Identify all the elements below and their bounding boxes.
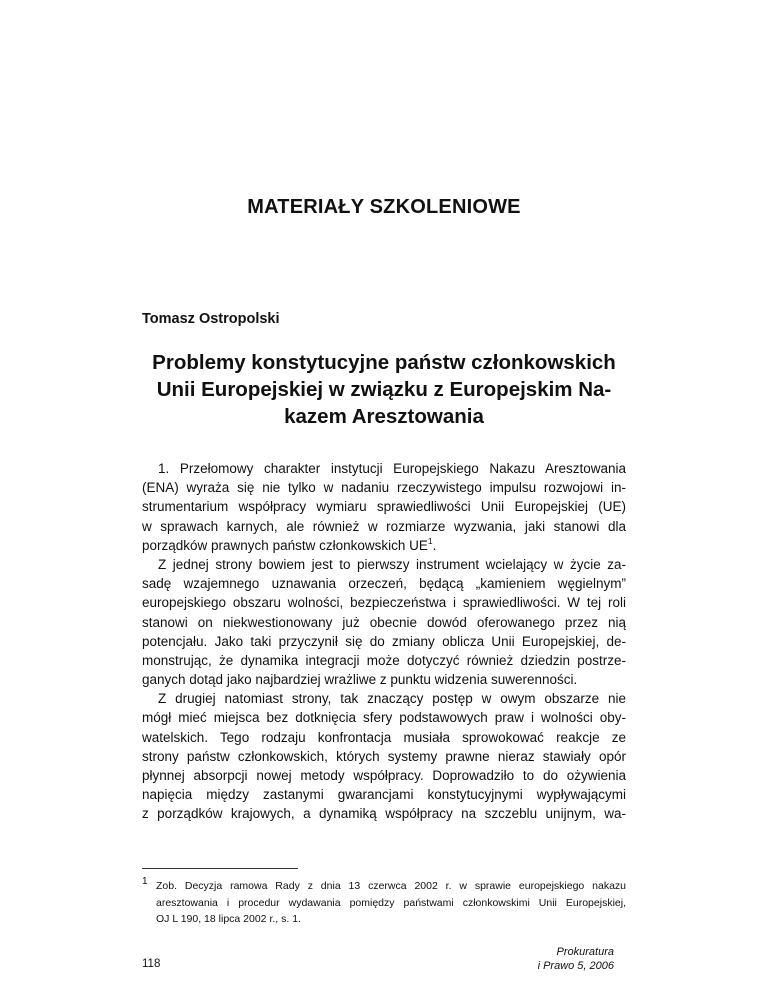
body-line: strony państw członkowskich, których systemy prawne nieraz stawiały opór — [142, 748, 626, 764]
body-line: potencjału. Jako taki przyczynił się do zmiany oblicza Unii Europejskiej, de- — [142, 633, 626, 649]
body-line: strumentarium współpracy wymiaru sprawiedliwości Unii Europejskiej (UE) — [142, 499, 626, 515]
body-line: stanowi on niekwestionowany już obecnie dowód oferowanego przez nią — [142, 614, 626, 630]
page-number: 118 — [142, 958, 161, 970]
footnote-text — [156, 878, 626, 928]
article-title-line: kazem Aresztowania — [284, 405, 484, 428]
body-line: watelskich. Tego rodzaju konfrontacja musiała sprowokować reakcje ze — [142, 729, 626, 745]
article-body — [142, 459, 626, 824]
body-line: w sprawach karnych, ale również w rozmiarze wyzwania, jaki stanowi dla — [142, 518, 626, 534]
body-line: sadę wzajemnego uznawania orzeczeń, będącą „kamieniem węgielnym” — [142, 576, 626, 592]
body-line: mógł mieć miejsca bez dotknięcia sfery podstawowych praw i wolności oby- — [142, 710, 626, 726]
body-line: Z jednej strony bowiem jest to pierwszy instrument wcielający w życie za- — [158, 556, 626, 572]
footnote-number: 1 — [142, 876, 148, 887]
footnote-line: aresztowania i procedur wydawania pomiędzy państwami członkowskimi Unii Europejskiej, — [156, 896, 626, 909]
body-line: 1. Przełomowy charakter instytucji Europejskiego Nakazu Aresztowania — [158, 461, 626, 476]
journal-issue: i Prawo 5, 2006 — [537, 960, 614, 972]
footnote-divider — [142, 868, 298, 869]
article-title-line: Unii Europejskiej w związku z Europejskim Na- — [156, 378, 612, 401]
body-line: napięcia między zastanymi gwarancjami konstytucyjnymi wypływającymi — [142, 787, 626, 803]
body-line-with-footnote — [142, 536, 626, 555]
body-line: (ENA) wyraża się nie tylko w nadaniu rzeczywistego impulsu rozwojowi in- — [142, 480, 626, 496]
body-line: monstrując, że dynamika integracji może dotyczyć również dziedzin postrze- — [142, 652, 626, 668]
footnote-line: Zob. Decyzja ramowa Rady z dnia 13 czerwca 2002 r. w sprawie europejskiego nakazu — [156, 880, 626, 892]
body-line: z porządków krajowych, a dynamiką współpracy na szczeblu unijnym, wa- — [142, 806, 626, 822]
footnote-reference[interactable]: 1 — [427, 535, 433, 546]
author-name: Tomasz Ostropolski — [142, 311, 280, 327]
article-title — [142, 349, 626, 430]
sentence-end: . — [432, 537, 437, 553]
body-line: Z drugiej natomiast strony, tak znaczący postęp w owym obszarze nie — [158, 691, 626, 707]
body-line: europejskiego obszaru wolności, bezpieczeństwa i sprawiedliwości. W tej roli — [142, 595, 626, 611]
journal-info — [538, 945, 614, 973]
footnote-line: OJ L 190, 18 lipca 2002 r., s. 1. — [156, 913, 301, 925]
journal-name: Prokuratura — [556, 946, 614, 958]
body-line-text: porządków prawnych państw członkowskich UE — [142, 537, 428, 553]
section-title: MATERIAŁY SZKOLENIOWE — [247, 196, 521, 218]
body-line: płynnej absorpcji nowej metody współpracy. Doprowadziło to do ożywienia — [142, 768, 626, 783]
footnote — [142, 878, 626, 928]
body-line: ganych dotąd jako najbardziej wrażliwe z punktu widzenia suwerenności. — [142, 672, 578, 688]
article-title-line: Problemy konstytucyjne państw członkowskich — [152, 351, 616, 374]
